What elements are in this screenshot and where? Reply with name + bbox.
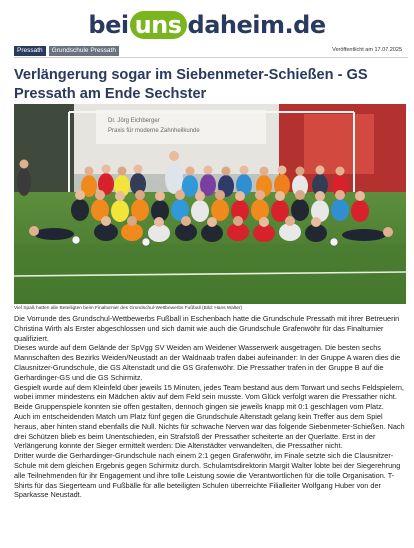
tag-pressath[interactable]: Pressath	[14, 46, 46, 56]
category-tags	[14, 46, 119, 56]
photo-caption: Viel Spaß hatten alle Beteiligten beim Finalturnier des Grundschul-Wettbewerbs Fußball (Bild: Hans Walter)	[14, 306, 243, 311]
article-paragraph-4: Auch im entscheidenden Match um Platz fünf gegen die Grundschule Altenstadt gelang kein Treffer aus dem Spiel heraus, aber hinten stand ebenfalls die Null. Nichts für schwache Nerven war das folgende Siebenmeter-Schießen. Nach drei Schützen blieb es beim Unentschieden, ein Strafstoß der Pressather scheiterte an der Querlatte. Erst in der Verlängerung konnte der Sieger ermittelt werden: Die Altenstädter verwandelten, die Pressather nicht.	[14, 411, 405, 451]
divider	[14, 57, 408, 58]
logo-part-daheim: daheim.de	[187, 11, 326, 39]
article-paragraph-2: Dieses wurde auf dem Gelände der SpVgg SV Weiden am Weidener Wasserwerk ausgetragen. Die besten sechs Mannschaften des Bezirks Weiden/Neustadt an der Waldnaab trafen dabei aufeinander: In der Gruppe A waren dies die Clausnitzer-Grundschule, die GS Altenstadt und die GS Grafenwöhr. Die Pressather trafen in der Gruppe B auf die Gerhardinger-GS und die GS Schirmitz.	[14, 343, 401, 382]
article-photo	[14, 104, 406, 304]
publish-date: Veröffentlicht am 17.07.2025	[332, 47, 402, 53]
article-body	[14, 314, 408, 500]
banner-line-1: Dr. Jörg Eichberger	[108, 118, 160, 124]
site-logo[interactable]	[0, 8, 414, 42]
logo-part-uns: uns	[130, 11, 187, 39]
article-paragraph-3: Gespielt wurde auf dem Kleinfeld über jeweils 15 Minuten, jedes Team bestand aus dem Torwart und sechs Feldspielern, wobei immer mindestens ein Mädchen aktiv auf dem Feld sein musste. Vom Glück verfolgt waren die Pressather nicht. Beide Gruppenspiele konnten sie offen gestalten, dennoch gingen sie jeweils knapp mit 0:1 geschlagen vom Platz.	[14, 382, 404, 412]
banner-line-2: Praxis für moderne Zahnheilkunde	[108, 128, 200, 134]
tag-grundschule-pressath[interactable]: Grundschule Pressath	[49, 46, 119, 56]
team-photo-illustration	[14, 104, 406, 304]
logo-part-bei: bei	[88, 11, 129, 39]
article-title: Verlängerung sogar im Siebenmeter-Schießen - GS Pressath am Ende Sechster	[14, 67, 368, 102]
article-paragraph-1: Die Vorrunde des Grundschul-Wettbewerbs Fußball in Eschenbach hatte die Grundschule Pressath mit ihrer Betreuerin Christina Wirth als Erster abgeschlossen und sich damit wie auch die Grundschule Grafenwöhr für das Finalturnier qualifiziert.	[14, 314, 400, 343]
article-paragraph-5: Dritter wurde die Gerhardinger-Grundschule nach einem 2:1 gegen Grafenwöhr, im Finale setzte sich die Clausnitzer-Schule mit dem gleichen Ergebnis gegen Schirmitz durch. Schulamtsdirektorin Margit Walter lobte bei der Siegerehrung alle Teilnehmenden für ihr Engagement und ihre tolle Leistung sowie die Verantwortlichen für die tolle Organisation. T-Shirts für das Siegerteam und Fußbälle für alle beteiligten Schulen überreichte Filialleiter Wolfgang Huber von der Sparkasse Neustadt.	[14, 451, 401, 500]
